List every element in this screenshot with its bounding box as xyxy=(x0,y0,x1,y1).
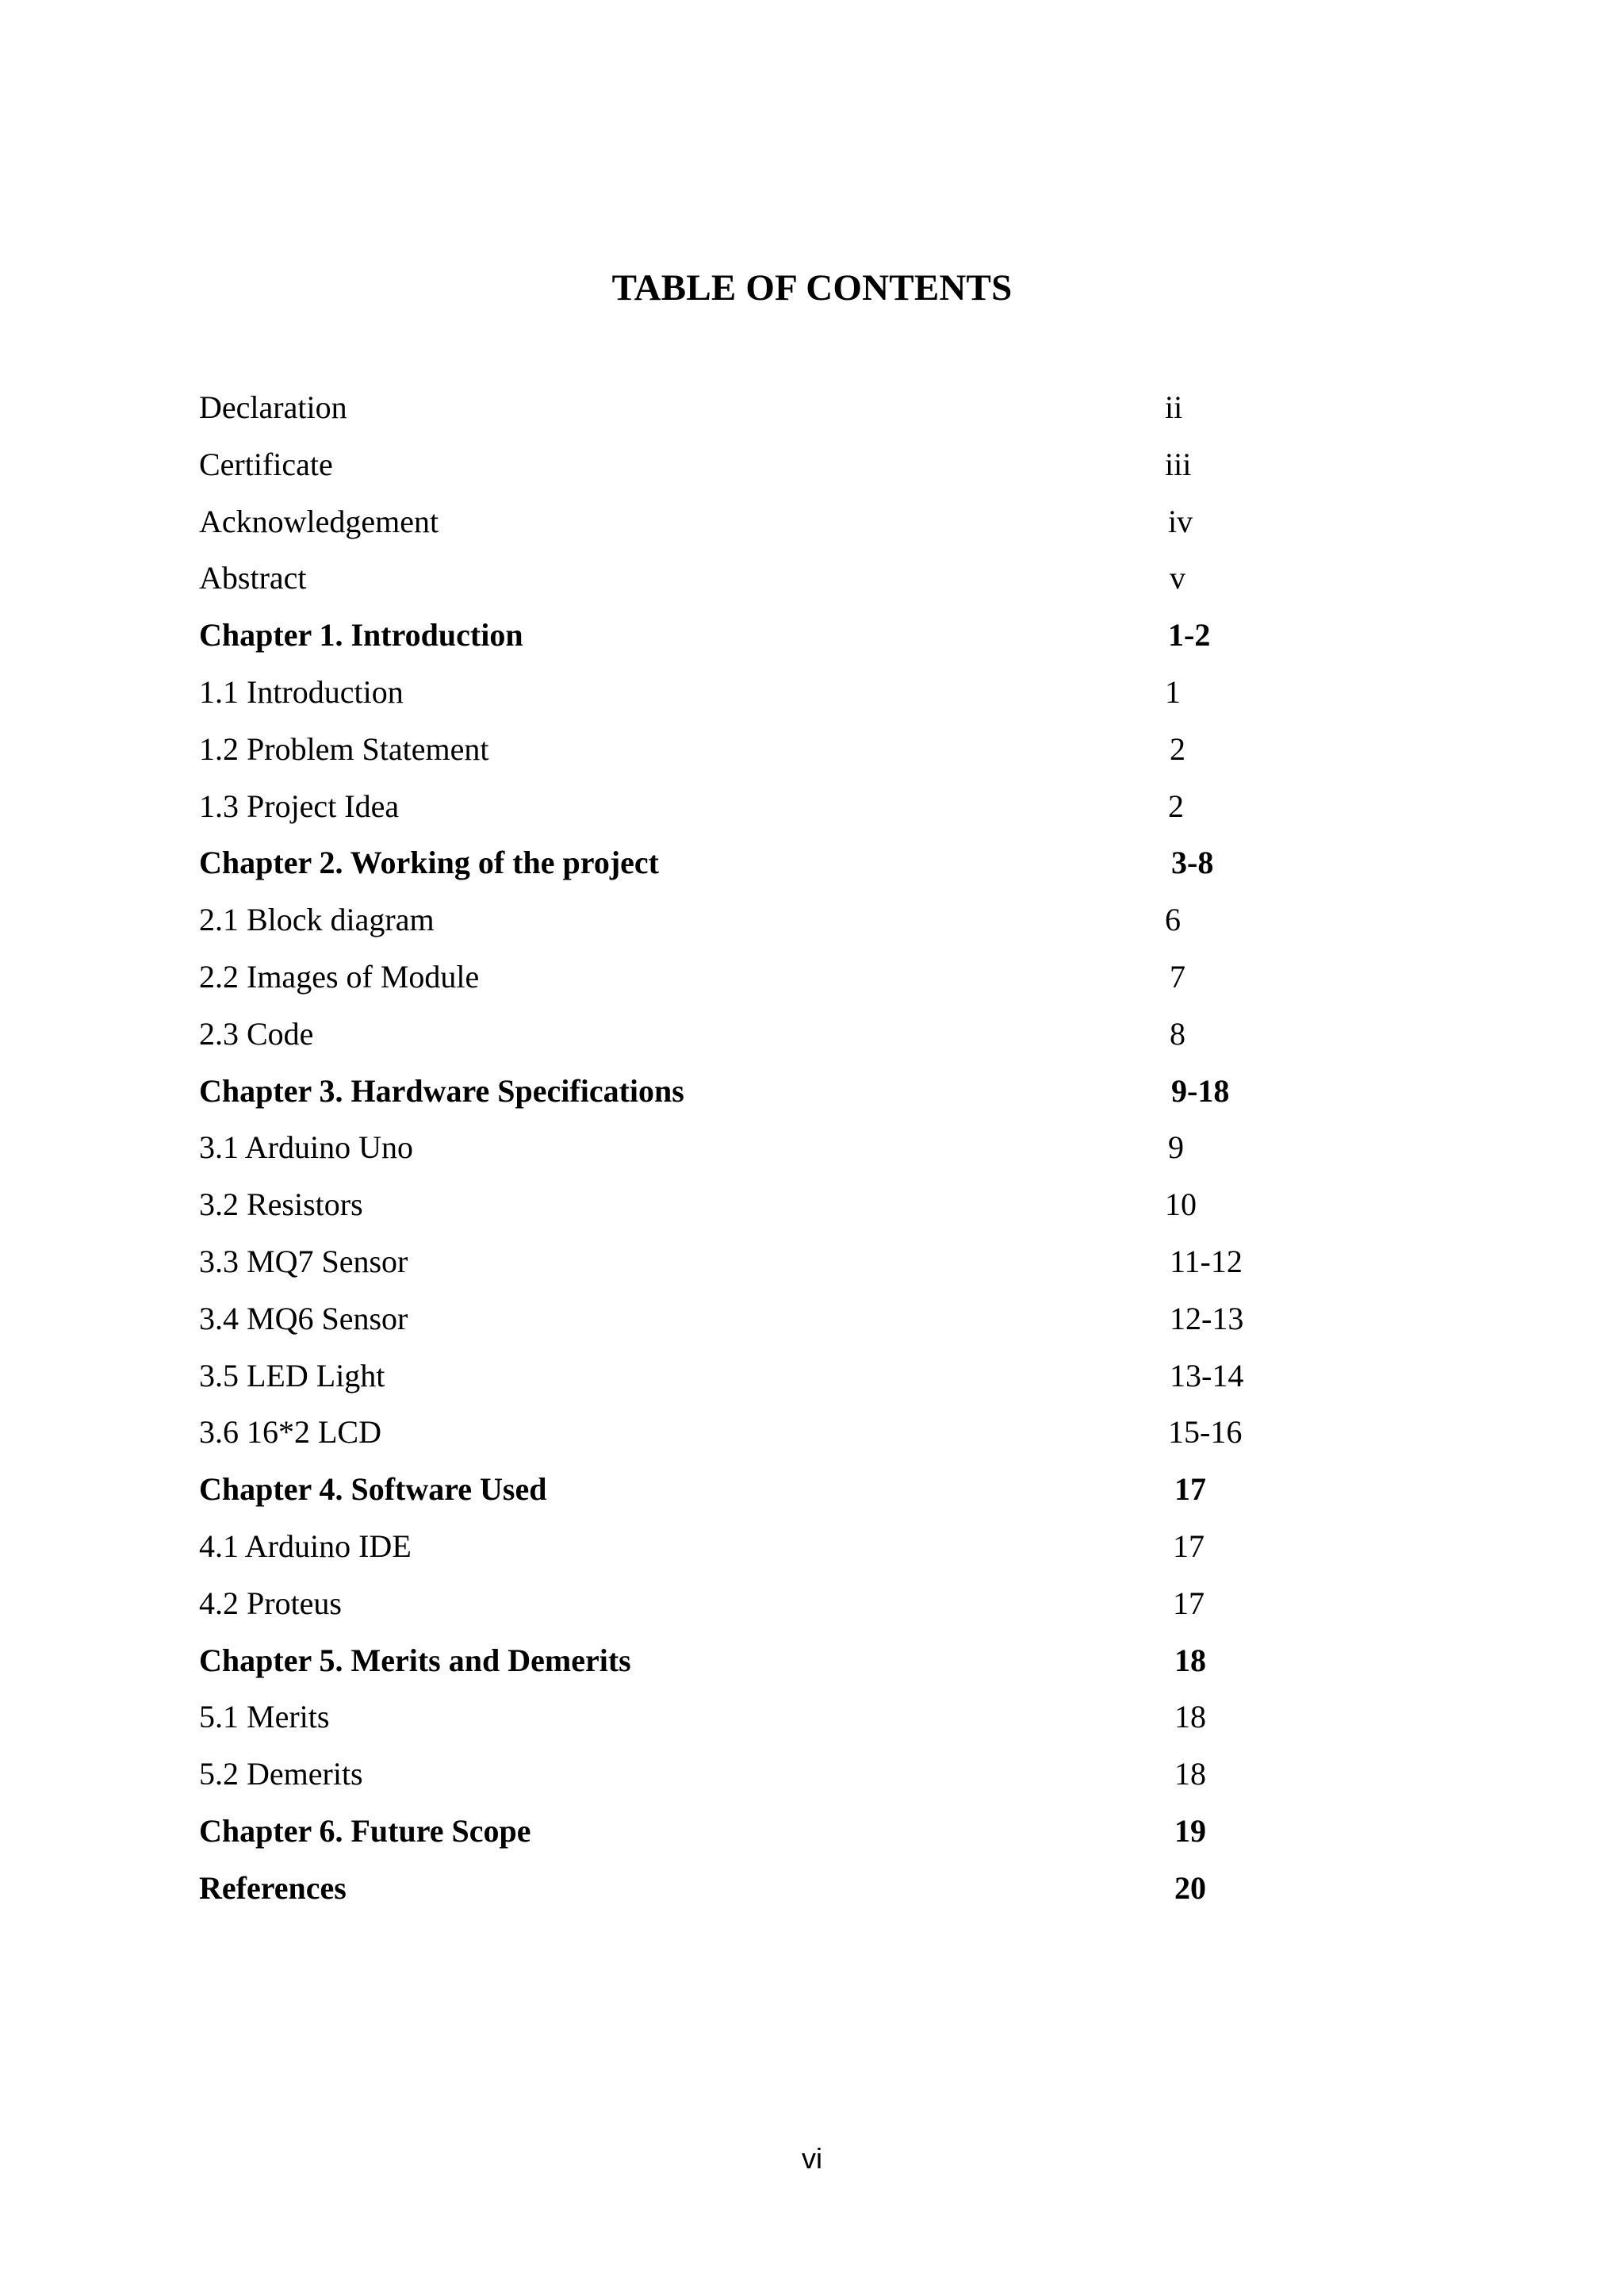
toc-entry-label: References xyxy=(199,1869,347,1906)
toc-section-row xyxy=(199,436,1309,493)
toc-entry-page: ii xyxy=(1165,389,1183,425)
toc-entry-label: 5.2 Demerits xyxy=(199,1756,363,1792)
toc-chapter-row xyxy=(199,607,1309,664)
toc-section-row xyxy=(199,1518,1309,1575)
toc-entry-label: 2.1 Block diagram xyxy=(199,902,435,938)
toc-entry-label: Chapter 5. Merits and Demerits xyxy=(199,1642,631,1678)
toc-list xyxy=(199,379,1309,1917)
toc-entry-page: 3-8 xyxy=(1171,845,1214,881)
toc-chapter-row xyxy=(199,1461,1309,1518)
toc-section-row xyxy=(199,1290,1309,1347)
toc-section-row xyxy=(199,1006,1309,1063)
toc-entry-label: 4.2 Proteus xyxy=(199,1585,342,1621)
toc-section-row xyxy=(199,891,1309,949)
toc-entry-page: v xyxy=(1170,560,1185,596)
toc-entry-label: 3.6 16*2 LCD xyxy=(199,1414,381,1451)
toc-entry-page: 18 xyxy=(1174,1699,1206,1735)
toc-entry-label: Chapter 4. Software Used xyxy=(199,1471,547,1508)
toc-entry-page: 19 xyxy=(1174,1812,1206,1849)
toc-section-row xyxy=(199,550,1309,607)
toc-entry-label: Declaration xyxy=(199,389,347,425)
toc-chapter-row xyxy=(199,1632,1309,1689)
toc-entry-label: Acknowledgement xyxy=(199,503,439,539)
toc-section-row xyxy=(199,1233,1309,1290)
toc-section-row xyxy=(199,1119,1309,1176)
toc-entry-page: 20 xyxy=(1174,1869,1206,1906)
toc-entry-page: 1 xyxy=(1165,673,1181,710)
toc-entry-label: 1.2 Problem Statement xyxy=(199,730,489,767)
toc-entry-label: 1.3 Project Idea xyxy=(199,788,400,824)
toc-entry-label: 4.1 Arduino IDE xyxy=(199,1527,412,1564)
toc-entry-label: 3.2 Resistors xyxy=(199,1186,363,1223)
toc-entry-label: Chapter 1. Introduction xyxy=(199,617,523,654)
toc-entry-label: Chapter 2. Working of the project xyxy=(199,845,659,881)
toc-entry-page: 15-16 xyxy=(1168,1414,1243,1451)
toc-entry-page: 8 xyxy=(1170,1015,1185,1052)
toc-section-row xyxy=(199,1347,1309,1405)
page-number: vi xyxy=(802,2142,822,2175)
toc-entry-label: 2.2 Images of Module xyxy=(199,958,480,995)
toc-entry-page: 7 xyxy=(1170,958,1185,995)
toc-entry-page: 9-18 xyxy=(1171,1072,1230,1109)
toc-entry-label: 3.4 MQ6 Sensor xyxy=(199,1300,408,1336)
toc-section-row xyxy=(199,778,1309,835)
toc-entry-label: 2.3 Code xyxy=(199,1015,314,1052)
toc-entry-page: 17 xyxy=(1174,1471,1206,1508)
toc-section-row xyxy=(199,949,1309,1006)
toc-section-row xyxy=(199,1688,1309,1746)
toc-entry-page: 17 xyxy=(1173,1527,1205,1564)
toc-entry-label: 3.5 LED Light xyxy=(199,1357,385,1393)
toc-entry-page: 9 xyxy=(1168,1129,1184,1166)
toc-section-row xyxy=(199,721,1309,778)
toc-section-row xyxy=(199,493,1309,550)
toc-entry-page: 13-14 xyxy=(1170,1357,1244,1393)
toc-entry-page: iii xyxy=(1165,446,1192,482)
toc-entry-label: 3.3 MQ7 Sensor xyxy=(199,1243,408,1279)
toc-chapter-row xyxy=(199,1860,1309,1917)
toc-entry-label: 3.1 Arduino Uno xyxy=(199,1129,413,1166)
toc-entry-page: 18 xyxy=(1174,1756,1206,1792)
toc-entry-page: 12-13 xyxy=(1170,1300,1244,1336)
toc-entry-label: Abstract xyxy=(199,560,307,596)
toc-section-row xyxy=(199,664,1309,721)
toc-entry-page: 17 xyxy=(1173,1585,1205,1621)
toc-entry-label: Chapter 3. Hardware Specifications xyxy=(199,1072,684,1109)
toc-chapter-row xyxy=(199,834,1309,891)
toc-section-row xyxy=(199,1404,1309,1461)
toc-entry-page: 2 xyxy=(1168,788,1184,824)
toc-entry-label: Certificate xyxy=(199,446,333,482)
toc-entry-page: 11-12 xyxy=(1170,1243,1243,1279)
toc-entry-page: 1-2 xyxy=(1168,617,1211,654)
toc-entry-page: 10 xyxy=(1165,1186,1197,1223)
toc-entry-label: Chapter 6. Future Scope xyxy=(199,1812,531,1849)
toc-entry-label: 5.1 Merits xyxy=(199,1699,330,1735)
toc-section-row xyxy=(199,1176,1309,1233)
toc-entry-label: 1.1 Introduction xyxy=(199,673,404,710)
page-title: TABLE OF CONTENTS xyxy=(611,267,1013,309)
toc-entry-page: 6 xyxy=(1165,902,1181,938)
toc-entry-page: iv xyxy=(1168,503,1193,539)
toc-chapter-row xyxy=(199,1803,1309,1860)
toc-chapter-row xyxy=(199,1063,1309,1120)
toc-section-row xyxy=(199,379,1309,436)
toc-section-row xyxy=(199,1746,1309,1803)
toc-entry-page: 2 xyxy=(1170,730,1185,767)
toc-section-row xyxy=(199,1575,1309,1632)
toc-entry-page: 18 xyxy=(1174,1642,1206,1678)
